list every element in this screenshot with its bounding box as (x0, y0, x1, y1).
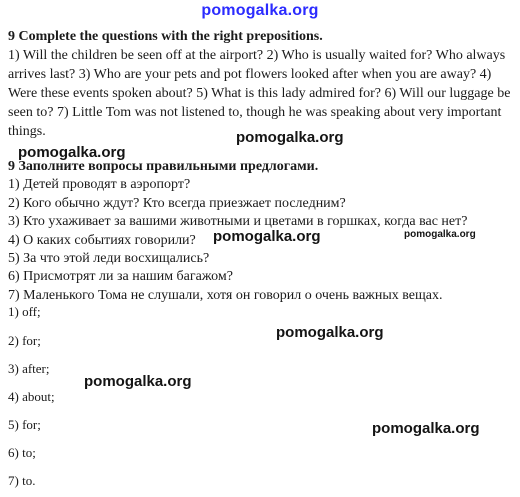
watermark: pomogalka.org (276, 324, 384, 341)
answer-2: 2) for; (8, 333, 41, 348)
answer-5: 5) for; (8, 417, 41, 432)
russian-line-1: 1) Детей проводят в аэропорт? (8, 177, 191, 193)
watermark: pomogalka.org (84, 373, 192, 390)
watermark: pomogalka.org (372, 420, 480, 437)
watermark: pomogalka.org (18, 144, 126, 161)
english-title: 9 Complete the questions with the right prepositions. (8, 29, 323, 44)
watermark: pomogalka.org (404, 229, 476, 240)
russian-line-6: 6) Присмотрят ли за нашим багажом? (8, 269, 233, 285)
watermark: pomogalka.org (213, 228, 321, 245)
russian-line-5: 5) За что этой леди восхищались? (8, 251, 210, 267)
russian-line-4: 4) О каких событиях говорили? (8, 232, 196, 248)
answer-1: 1) off; (8, 304, 41, 319)
russian-line-2: 2) Кого обычно ждут? Кто всегда приезжает последним? (8, 195, 346, 211)
watermark: pomogalka.org (236, 129, 344, 146)
answer-6: 6) to; (8, 445, 36, 460)
russian-line-3: 3) Кто ухаживает за вашими животными и цветами в горшках, когда вас нет? (8, 214, 468, 230)
watermark-top: pomogalka.org (201, 2, 319, 19)
russian-title: 9 Заполните вопросы правильными предлогами. (8, 159, 319, 174)
english-body: 1) Will the children be seen off at the airport? 2) Who is usually waited for? Who always arrives last? 3) Who are your pets and pot flowers looked after when you are away? 4) Were these events spoken about? 5) What is this lady admired for? 6) Will our luggage be seen to? 7) Little Tom was not listened to, though he was speaking about very important things. (8, 48, 511, 139)
russian-line-7: 7) Маленького Тома не слушали, хотя он говорил о очень важных вещах. (8, 287, 443, 303)
answer-3: 3) after; (8, 361, 50, 376)
answer-4: 4) about; (8, 389, 55, 404)
english-exercise (8, 27, 516, 141)
answer-7: 7) to. (8, 473, 36, 488)
